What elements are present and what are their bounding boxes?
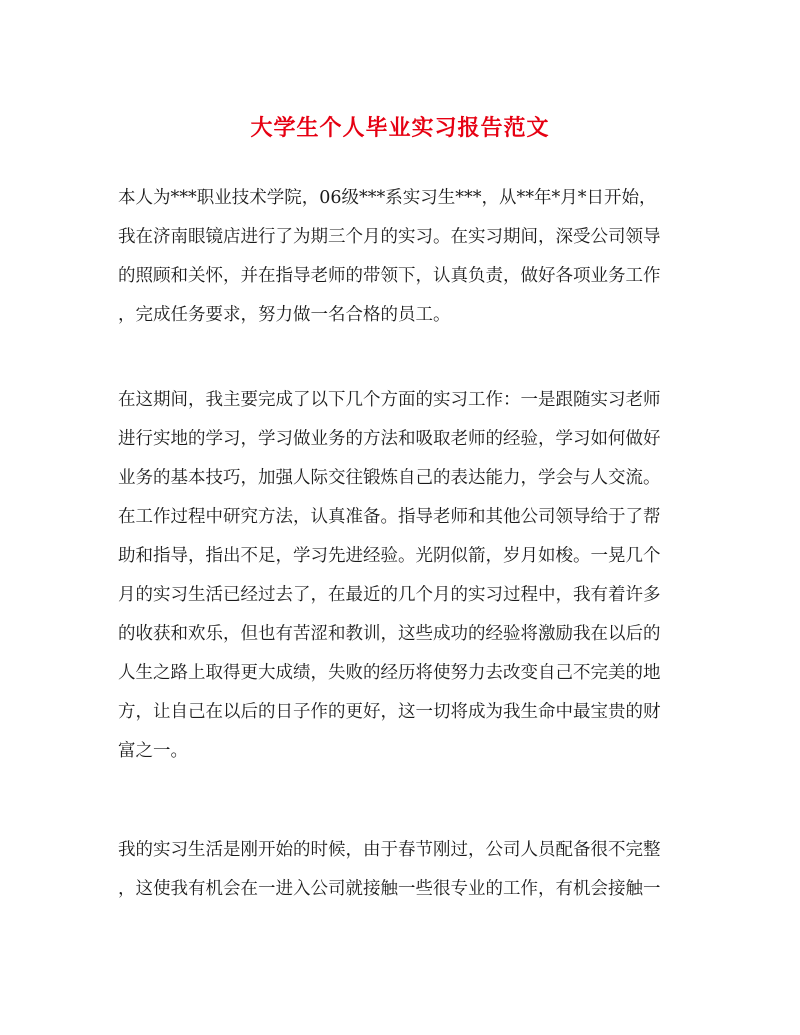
paragraph-1-line-2: 我在济南眼镜店进行了为期三个月的实习。在实习期间，深受公司领导 xyxy=(118,227,661,247)
paragraph-2-line-4: 在工作过程中研究方法，认真准备。指导老师和其他公司领导给于了帮 xyxy=(118,507,661,527)
paragraph-2-line-9: 方，让自己在以后的日子作的更好，这一切将成为我生命中最宝贵的财 xyxy=(118,702,661,722)
document-title: 大学生个人毕业实习报告范文 xyxy=(250,115,550,141)
paragraph-3-line-2: ，这使我有机会在一进入公司就接触一些很专业的工作，有机会接触一 xyxy=(118,879,661,899)
paragraph-1-line-4: ，完成任务要求，努力做一名合格的员工。 xyxy=(118,305,451,325)
paragraph-2-line-5: 助和指导，指出不足，学习先进经验。光阴似箭，岁月如梭。一晃几个 xyxy=(118,546,661,566)
paragraph-2-line-3: 业务的基本技巧，加强人际交往锻炼自己的表达能力，学会与人交流。 xyxy=(118,468,661,488)
paragraph-2-line-6: 月的实习生活已经过去了，在最近的几个月的实习过程中，我有着许多 xyxy=(118,585,661,605)
paragraph-1-line-1: 本人为***职业技术学院，06级***系实习生***，从**年*月*日开始， xyxy=(118,188,657,208)
paragraph-2-line-7: 的收获和欢乐，但也有苦涩和教训，这些成功的经验将激励我在以后的 xyxy=(118,624,661,644)
paragraph-3-line-1: 我的实习生活是刚开始的时候，由于春节刚过，公司人员配备很不完整 xyxy=(118,840,661,860)
paragraph-1-line-3: 的照顾和关怀，并在指导老师的带领下，认真负责，做好各项业务工作 xyxy=(118,266,661,286)
paragraph-2-line-10: 富之一。 xyxy=(118,741,188,761)
paragraph-2-line-1: 在这期间，我主要完成了以下几个方面的实习工作：一是跟随实习老师 xyxy=(118,390,661,410)
paragraph-2-line-2: 进行实地的学习，学习做业务的方法和吸取老师的经验，学习如何做好 xyxy=(118,429,661,449)
paragraph-2-line-8: 人生之路上取得更大成绩，失败的经历将使努力去改变自己不完美的地 xyxy=(118,663,661,683)
